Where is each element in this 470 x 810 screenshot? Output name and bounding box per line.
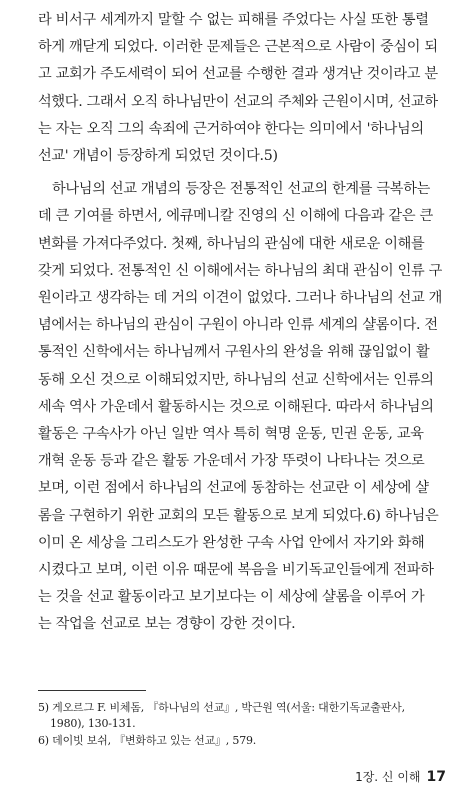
text-line: 개혁 운동 등과 같은 활동 가운데서 가장 뚜렷이 나타나는 것으로 <box>38 453 425 470</box>
page-number: 17 <box>426 769 446 785</box>
text-line: 통적인 신학에서는 하나님께서 구원사의 완성을 위해 끊임없이 활 <box>38 344 430 361</box>
footnote-divider <box>38 690 146 691</box>
text-line: 라 비서구 세계까지 말할 수 없는 피해를 주었다는 사실 또한 통렬 <box>38 12 429 28</box>
text-line: 활동은 구속사가 아닌 일반 역사 특히 혁명 운동, 민권 운동, 교육 <box>38 426 424 442</box>
text-line: 변화를 가져다주었다. 첫째, 하나님의 관심에 대한 새로운 이해를 <box>38 235 425 252</box>
footnote-line: 5) 게오르그 F. 비체돔, 『하나님의 선교』, 박근원 역(서울: 대한기독교출판사, <box>38 701 405 714</box>
text-line: 하게 깨닫게 되었다. 이러한 문제들은 근본적으로 사람이 중심이 되 <box>38 39 438 56</box>
text-line: 는 자는 오직 그의 속죄에 근거하여야 한다는 의미에서 '하나님의 <box>38 120 424 137</box>
text-line: 선교' 개념이 등장하게 되었던 것이다.5) <box>38 148 278 164</box>
text-line: 데 큰 기여를 하면서, 에큐메니칼 진영의 신 이해에 다음과 같은 큰 <box>38 208 433 225</box>
text-line: 념에서는 하나님의 관심이 구원이 아니라 인류 세계의 샬롬이다. 전 <box>38 317 438 334</box>
chapter-label: 1장. 신 이해 <box>355 770 421 784</box>
running-footer <box>355 768 446 786</box>
text-line: 갖게 되었다. 전통적인 신 이해에서는 하나님의 최대 관심이 인류 구 <box>38 262 443 279</box>
text-line: 고 교회가 주도세력이 되어 선교를 수행한 결과 생겨난 것이라고 분 <box>38 66 438 83</box>
text-line: 하나님의 선교 개념의 등장은 전통적인 선교의 한계를 극복하는 <box>52 181 431 198</box>
text-line: 석했다. 그래서 오직 하나님만이 선교의 주체와 근원이시며, 선교하 <box>38 93 438 110</box>
text-line: 롬을 구현하기 위한 교회의 모든 활동으로 보게 되었다.6) 하나님은 <box>38 507 439 524</box>
text-line: 세속 역사 가운데서 활동하시는 것으로 이해된다. 따라서 하나님의 <box>38 398 434 415</box>
footnote-line: 1980), 130-131. <box>50 717 136 730</box>
text-line: 는 작업을 선교로 보는 경향이 강한 것이다. <box>38 616 296 633</box>
text-line: 동해 오신 것으로 이해되었지만, 하나님의 선교 신학에서는 인류의 <box>38 371 434 388</box>
text-line: 원이라고 생각하는 데 거의 이견이 없었다. 그러나 하나님의 선교 개 <box>38 290 443 306</box>
text-line: 시켰다고 보며, 이런 이유 때문에 복음을 비기독교인들에게 전파하 <box>38 562 434 578</box>
text-line: 보며, 이런 점에서 하나님의 선교에 동참하는 선교란 이 세상에 샬 <box>38 480 429 497</box>
text-line: 이미 온 세상을 그리스도가 완성한 구속 사업 안에서 자기와 화해 <box>38 534 425 551</box>
footnote-line: 6) 데이빗 보쉬, 『변화하고 있는 선교』, 579. <box>38 734 257 747</box>
text-line: 는 것을 선교 활동이라고 보기보다는 이 세상에 샬롬을 이루어 가 <box>38 589 425 606</box>
